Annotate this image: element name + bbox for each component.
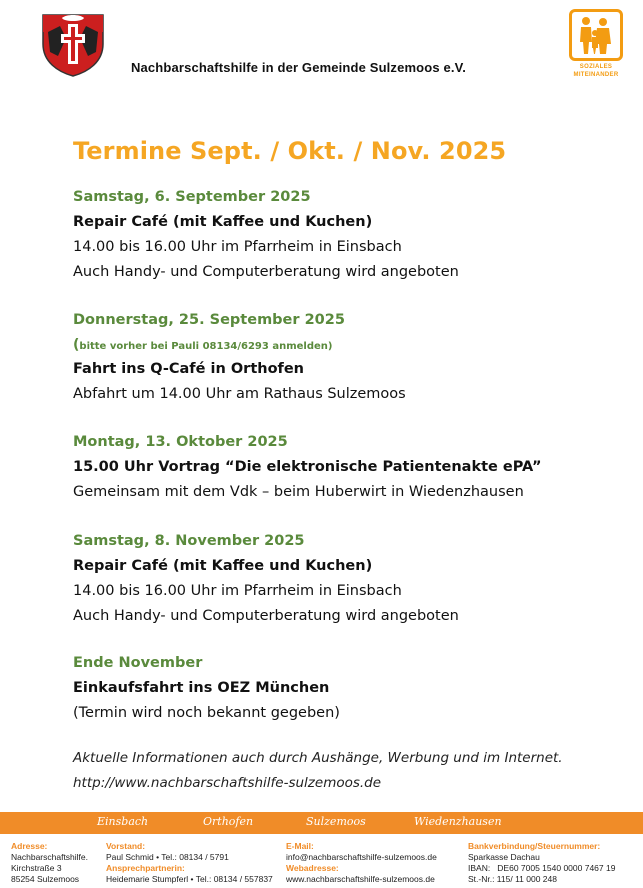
footer-heading: Webadresse: [286,863,339,873]
village-orthofen: Orthofen [203,815,254,828]
village-einsbach: Einsbach [97,815,149,828]
footer-contact [286,841,437,885]
event-note: (bitte vorher bei Pauli 08134/6293 anmelden) [73,337,333,353]
footer-heading: E-Mail: [286,841,314,851]
footer-heading: Vorstand: [106,841,146,851]
footer-bank [468,841,615,885]
event-item [73,430,613,505]
village-sulzemoos: Sulzemoos [306,815,366,828]
footer-line: Sparkasse Dachau [468,852,540,862]
footer-heading: Ansprechpartnerin: [106,863,185,873]
footer-email[interactable]: info@nachbarschaftshilfe-sulzemoos.de [286,852,437,862]
event-item [73,651,613,726]
info-text: Aktuelle Informationen auch durch Aushänge, Werbung und im Internet. [73,750,563,766]
page-title: Termine Sept. / Okt. / Nov. 2025 [73,137,507,165]
event-detail: Auch Handy- und Computerberatung wird angeboten [73,264,459,280]
event-title: Einkaufsfahrt ins OEZ München [73,680,330,696]
event-item [73,308,613,407]
event-date: Ende November [73,655,203,671]
info-block [73,746,563,796]
footer-line: Paul Schmid • Tel.: 08134 / 5791 [106,852,229,862]
event-item [73,529,613,629]
event-date: Montag, 13. Oktober 2025 [73,434,288,450]
footer-address [11,841,88,885]
event-detail: 14.00 bis 16.00 Uhr im Pfarrheim in Einsbach [73,583,402,599]
soziales-miteinander-logo [569,9,623,81]
footer-heading: Bankverbindung/Steuernummer: [468,841,601,851]
footer-heading: Adresse: [11,841,48,851]
event-title: Repair Café (mit Kaffee und Kuchen) [73,558,373,574]
event-note-text: bitte vorher bei Pauli 08134/6293 anmelden) [79,341,333,352]
footer-line: Heidemarie Stumpferl • Tel.: 08134 / 557837 [106,874,273,884]
footer-line: 85254 Sulzemoos [11,874,80,884]
event-detail: Auch Handy- und Computerberatung wird angeboten [73,608,459,624]
footer-line: Kirchstraße 3 [11,863,62,873]
logo-text-top: SOZIALES [579,64,613,70]
footer-board [106,841,273,885]
event-detail: 14.00 bis 16.00 Uhr im Pfarrheim in Einsbach [73,239,402,255]
event-detail: Gemeinsam mit dem Vdk – beim Huberwirt in Wiedenzhausen [73,484,524,500]
event-detail: Abfahrt um 14.00 Uhr am Rathaus Sulzemoos [73,386,406,402]
footer-line: Nachbarschaftshilfe. [11,852,89,862]
event-date: Donnerstag, 25. September 2025 [73,312,345,328]
event-title: 15.00 Uhr Vortrag “Die elektronische Patientenakte ePA” [73,459,542,475]
footer-line: St.-Nr.: 115/ 11 000 248 [468,874,557,884]
event-title: Repair Café (mit Kaffee und Kuchen) [73,214,373,230]
family-icon [572,12,620,58]
event-date: Samstag, 6. September 2025 [73,189,311,205]
event-date: Samstag, 8. November 2025 [73,533,305,549]
village-wiedenzhausen: Wiedenzhausen [414,815,502,828]
municipal-crest-icon [40,12,106,78]
event-item [73,185,613,285]
villages-band [0,812,643,834]
event-detail: (Termin wird noch bekannt gegeben) [73,705,340,721]
organization-name: Nachbarschaftshilfe in der Gemeinde Sulzemoos e.V. [131,60,467,75]
footer-web[interactable]: www.nachbarschaftshilfe-sulzemoos.de [286,874,435,884]
event-title: Fahrt ins Q-Café in Orthofen [73,361,304,377]
footer-line: IBAN: DE60 7005 1540 0000 7467 19 [468,863,616,873]
website-link[interactable]: http://www.nachbarschaftshilfe-sulzemoos.de [73,775,382,791]
logo-text-bottom: MITEINANDER [573,71,619,78]
